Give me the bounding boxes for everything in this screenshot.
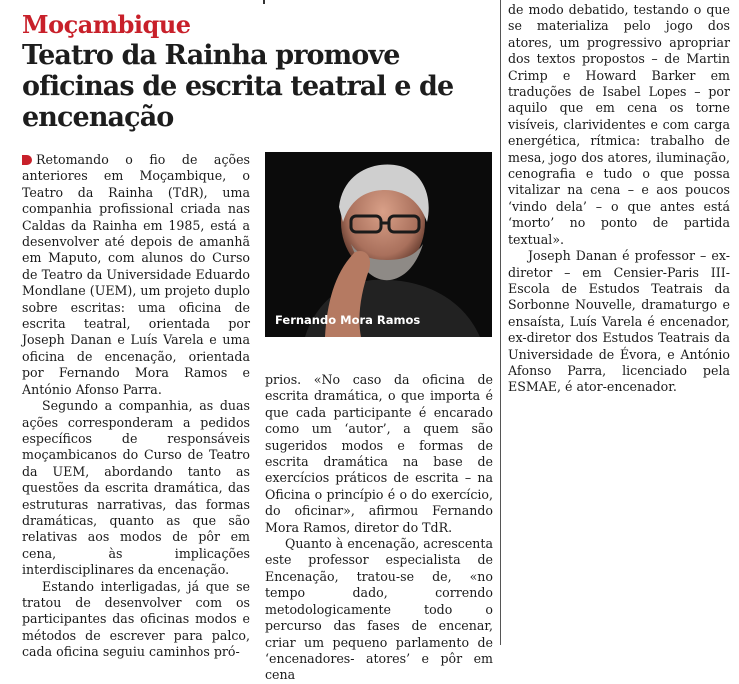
paragraph: Joseph Danan é professor – ex-diretor – em Censier-Paris III- Escola de Estudos Teatrais da Sorbonne Nouvelle, dramaturgo e ensaísta, Luís Varela é encenador, ex-diretor dos Estudos Teatrais da Universidade de Évora, e António Afonso Parra, licenciado pela ESMAE, é ator-encenador. [508, 248, 730, 395]
photo-caption: Fernando Mora Ramos [275, 313, 421, 327]
paragraph: Estando interligadas, já que se tratou de desenvolver com os participantes das oficinas modos e métodos de escrever para palco, cada oficina seguiu caminhos pró- [22, 578, 250, 660]
paragraph: prios. «No caso da oficina de escrita dramática, o que importa é que cada participante é encarado como um ‘autor’, a quem são sugeridos modos e formas de escrita dramática na base de exercícios práticos de escrita – na Oficina o princípio é o do exercício, do oficinar», afirmou Fernando Mora Ramos, diretor do TdR. [265, 372, 493, 535]
top-tick-mark [263, 0, 265, 4]
section-kicker: Moçambique [22, 10, 191, 39]
paragraph: Quanto à encenação, acrescenta este professor especialista de Encenação, tratou-se de, «no tempo dado, correndo metodologicamente todo o percurso das fases de encenar, criar um pequeno parlamento de ‘encenadores- atores’ e pôr em cena [265, 536, 493, 683]
paragraph: Retomando o fio de ações anteriores em Moçambique, o Teatro da Rainha (TdR), uma companhia profissional criada nas Caldas da Rainha em 1985, está a desenvolver até depois de amanhã em Maputo, com alunos do Curso de Teatro da Universidade Eduardo Mondlane (UEM), um projeto duplo sobre escritas: uma oficina de escrita teatral, orientada por Joseph Danan e Luís Varela e uma oficina de encenação, orientada por Fernando Mora Ramos e António Afonso Parra. [22, 152, 250, 397]
column-divider [500, 0, 501, 645]
portrait-photo-icon [265, 152, 492, 337]
article-headline: Teatro da Rainha promove oficinas de escrita teatral e de encenação [22, 40, 454, 133]
paragraph: Segundo a companhia, as duas ações corresponderam a pedidos específicos de responsáveis moçambicanos do Curso de Teatro da UEM, abordando tanto as questões da escrita dramática, das estruturas narrativas, das formas dramáticas, quanto as que são relativas aos modos de pôr em cena, às implicações interdisciplinares da encenação. [22, 398, 250, 578]
paragraph: de modo debatido, testando o que se materializa pelo jogo dos atores, um progressivo apropriar dos textos propostos – de Martin Crimp e Howard Barker em traduções de Isabel Lopes – por aquilo que em cena os torne visíveis, clarividentes e com carga energética, rítmica: trabalho de mesa, jogo dos atores, iluminação, cenografia e tudo o que possa vitalizar na cena – e aos poucos ‘vindo dela’ – o que antes está ‘morto’ no ponto de partida textual». [508, 2, 730, 247]
article-column-3 [508, 2, 730, 396]
article-column-2 [265, 372, 493, 684]
paragraph-marker-icon [22, 155, 32, 165]
article-column-1 [22, 152, 250, 661]
portrait-photo [265, 152, 492, 337]
